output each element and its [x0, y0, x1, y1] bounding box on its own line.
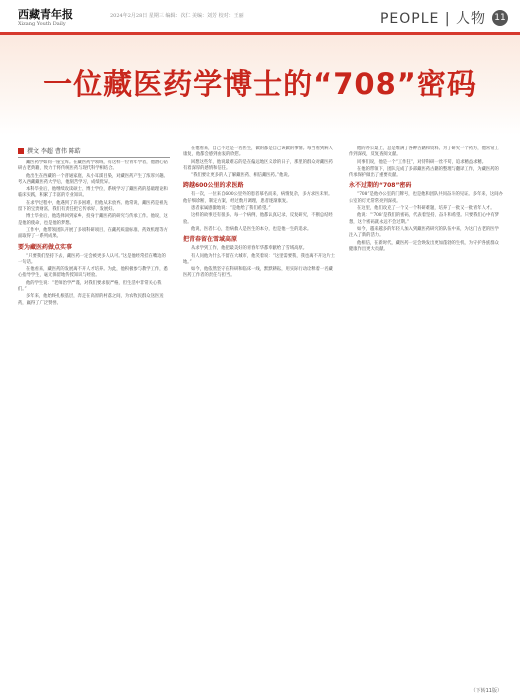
- paragraph: 在他的带领下，团队完成了多部藏医药古籍的整理与翻译工作，为藏医药的传承保护做出了重要贡献。: [349, 166, 499, 179]
- paragraph: 这样的故事还有很多。每一个病例，他都认真记录，反复研究，不断总结经验。: [183, 213, 333, 225]
- paragraph: 有一次，一位来自600公里外的患者慕名而来，病情复杂，多方求医未果。他仔细诊断，制定方案，经过数月调理，患者逐渐康复。: [183, 192, 333, 204]
- paragraph: 同事们说，他是一个“工作狂”，对待科研一丝不苟，追求精益求精。: [357, 159, 487, 165]
- col1b-body: [18, 254, 170, 307]
- paragraph: 患者家属感激地说：“是他给了我们希望。”: [191, 206, 271, 212]
- masthead-subtitle: Xizang Youth Daily: [18, 21, 66, 27]
- paragraph: 本科毕业后，他继续攻读硕士、博士学位，系统学习了藏医药的基础理论和临床实践，积累了丰富的专业知识。: [18, 187, 168, 199]
- subheading-2: 跨越600公里的求医路: [183, 182, 244, 190]
- paragraph: 博士毕业后，他选择回到家乡，投身于藏医药的研究与传承工作。他说，这是他的使命，也是他的梦想。: [18, 214, 168, 226]
- subheading-1: 要为藏医药做点实事: [18, 243, 73, 251]
- col2-body: [183, 146, 335, 179]
- page-header: [0, 0, 520, 36]
- col2c-body: [183, 246, 335, 279]
- subheading-4: 永不过期的“708”密码: [349, 182, 412, 190]
- paragraph: 在他看来，藏医药的发展离不开人才培养。为此，他积极参与教学工作，悉心指导学生，毫无保留地传授知识与经验。: [18, 267, 168, 279]
- page-number: 11: [492, 10, 508, 26]
- section-label: PEOPLE | 人物: [379, 11, 486, 27]
- byline-text: 撰文 李超 曹伟 陈皓: [27, 148, 81, 155]
- turn-page-note: （下转11版）: [470, 688, 502, 694]
- paragraph: “我们要让更多的人了解藏医药、相信藏医药。”他说。: [191, 173, 293, 179]
- col2b-body: [183, 192, 335, 233]
- col1-body: [18, 160, 170, 241]
- subheading-3: 把青春留在雪域高原: [183, 236, 238, 244]
- column-2: [183, 146, 335, 686]
- byline: [18, 146, 170, 158]
- col3b-body: [349, 192, 503, 253]
- paragraph: 他相信，在新时代，藏医药一定会焕发出更加蓬勃的生机，为守护各族群众健康作出更大贡献。: [349, 240, 499, 252]
- paragraph: “708”是他办公室的门牌号，也是他和团队共同奋斗的见证。多年来，这间办公室的灯光常常亮到深夜。: [349, 192, 503, 204]
- paragraph: 有人问他为什么不留在大城市，他笑着说：“这里需要我，我也离不开这片土地。”: [183, 253, 335, 265]
- paragraph: 在这里，他们攻克了一个又一个科研难题，培养了一批又一批青年人才。: [357, 206, 495, 212]
- column-3: [349, 146, 503, 686]
- col3-body: [349, 146, 503, 179]
- byline-marker: [18, 148, 24, 154]
- paragraph: 他说：“‘708’是我们的密码，代表着坚持、奋斗和希望。只要我们心中有梦想，这个密码就永远不会过期。”: [349, 213, 500, 225]
- paragraph: 在求学过程中，他遇到了许多困难，但他从未放弃。他常说，藏医药是祖先留下的宝贵财富，我们有责任把它传承好、发展好。: [18, 200, 168, 213]
- masthead: 西藏青年报: [18, 8, 73, 21]
- paragraph: 多年来，他始终扎根基层，奔走在高原的村落之间，为农牧民群众送医送药，赢得了广泛赞誉。: [18, 294, 164, 306]
- paragraph: 他的学生说：“老师治学严谨，对我们要求很严格，但生活中非常关心我们。”: [18, 280, 162, 293]
- paragraph: 如今，他依然坚守在科研和临床一线，默默耕耘，用实际行动诠释着一名藏医药工作者的责任与担当。: [183, 267, 333, 279]
- paragraph: 他出生在西藏的一个普通家庭，从小耳濡目染，对藏医药产生了浓厚兴趣。考入西藏藏医药大学后，他刻苦学习，成绩优异。: [18, 173, 168, 185]
- paragraph: 他说，医者仁心，治病救人是医生的本分，也是他一生的追求。: [191, 226, 312, 232]
- issue-info: 2024年2月28日 星期三 编辑：次仁 美编：刘芳 校对：王丽: [110, 13, 244, 19]
- paragraph: 工作中，他带领团队开展了多项科研项目，在藏药质量标准、药效机理等方面取得了一系列成果。: [18, 227, 168, 240]
- headline: 一位藏医药学博士的“708”密码: [43, 67, 477, 101]
- paragraph: 他的办公桌上，总是堆满了各种古籍和资料。为了研究一个药方，他常常工作到深夜，反复查阅文献。: [349, 146, 499, 158]
- paragraph: 如今，越来越多的年轻人加入到藏医药研究的队伍中来，为这门古老的医学注入了新的活力。: [349, 226, 499, 239]
- paragraph: “只要我们坚持下去，藏医药一定会被更多人认可。”这是他经常挂在嘴边的一句话。: [18, 253, 166, 265]
- paragraph: 在他看来，自己不过是一名医生，做的都是自己该做的事情。每当看到病人康复，他都会感到由衷的欣慰。: [183, 146, 333, 158]
- column-1: [18, 160, 170, 686]
- paragraph: 从求学到工作，他把最美好的青春年华都奉献给了雪域高原。: [191, 246, 308, 252]
- paragraph: 藏医药学如同一座宝库。在藏医药学领域，有这样一位青年学者，他潜心钻研古老典籍，致力于将传统医药与现代科学相结合。: [18, 160, 168, 172]
- paragraph: 回想这些年，他说最难忘的是在偏远地区义诊的日子，那里的群众对藏医药有着深厚的感情和信任。: [183, 159, 333, 171]
